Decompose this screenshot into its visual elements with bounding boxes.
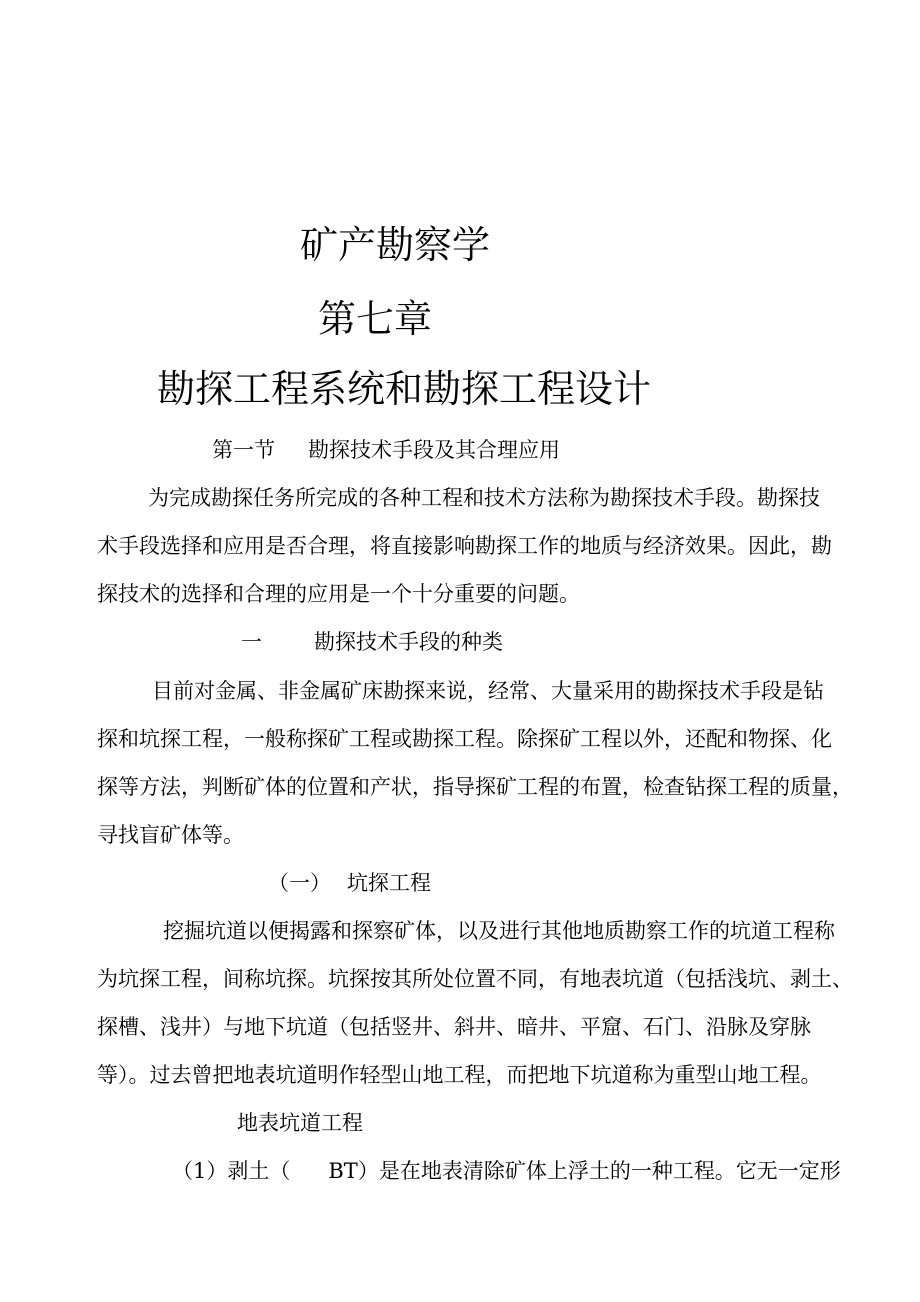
paragraph-line: 等）。过去曾把地表坑道明作轻型山地工程，而把地下坑道称为重型山地工程。 xyxy=(97,1063,822,1087)
paragraph-line: 探和坑探工程，一般称探矿工程或勘探工程。除探矿工程以外，还配和物探、化 xyxy=(97,727,832,751)
paragraph-line: 探技术的选择和合理的应用是一个十分重要的问题。 xyxy=(97,582,580,606)
paragraph-line: 寻找盲矿体等。 xyxy=(97,823,244,847)
subsection-title: 坑探工程 xyxy=(347,871,431,895)
section-number: 第一节 xyxy=(212,438,275,462)
paragraph-prefix: （1）剥土（ xyxy=(172,1159,291,1183)
chapter-title: 第七章 xyxy=(318,297,433,341)
paragraph-line: 为完成勘探任务所完成的各种工程和技术方法称为勘探技术手段。勘探技 xyxy=(148,486,820,510)
book-title: 矿产勘察学 xyxy=(300,223,491,267)
paragraph-suffix: BT）是在地表清除矿体上浮土的一种工程。它无一定形 xyxy=(328,1159,841,1183)
paragraph-line: 挖掘坑道以便揭露和探察矿体，以及进行其他地质勘察工作的坑道工程称 xyxy=(163,919,835,943)
paragraph-line: 探等方法，判断矿体的位置和产状，指导探矿工程的布置，检查钻探工程的质量， xyxy=(97,775,853,799)
section-heading xyxy=(212,440,560,461)
paragraph-line: 目前对金属、非金属矿床勘探来说，经常、大量采用的勘探技术手段是钻 xyxy=(152,679,824,703)
chapter-subtitle: 勘探工程系统和勘探工程设计 xyxy=(157,367,652,411)
subsection-number: 一 xyxy=(241,630,262,654)
subsection-title: 地表坑道工程 xyxy=(237,1111,363,1135)
paragraph-line: 为坑探工程，间称坑探。坑探按其所处位置不同，有地表坑道（包括浅坑、剥土、 xyxy=(97,967,853,991)
subsection-title: 勘探技术手段的种类 xyxy=(314,630,503,654)
subsection-heading xyxy=(268,873,431,894)
section-title: 勘探技术手段及其合理应用 xyxy=(308,438,560,462)
paragraph-line: 术手段选择和应用是否合理，将直接影响勘探工作的地质与经济效果。因此，勘 xyxy=(97,534,832,558)
subsection-number: （一） xyxy=(268,871,331,895)
subsection-heading xyxy=(241,632,503,653)
paragraph-line: 探槽、浅井）与地下坑道（包括竖井、斜井、暗井、平窟、石门、沿脉及穿脉 xyxy=(97,1015,811,1039)
paragraph-line xyxy=(172,1161,841,1182)
